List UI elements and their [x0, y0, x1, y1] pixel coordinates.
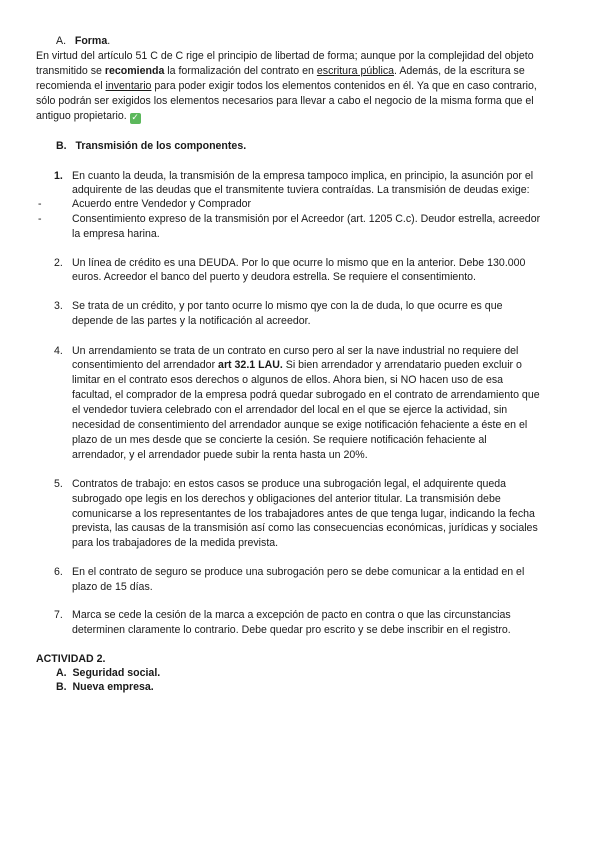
item-3-line-1: Se trata de un crédito, y por tanto ocurre lo mismo qye con la de duda, lo que ocurre es que	[72, 300, 503, 312]
actividad-2-item-b	[56, 681, 154, 694]
section-a-line-4: sólo podrán ser exigidos los elementos necesarios para llevar a cabo el negocio de la misma forma que el	[36, 95, 534, 107]
text-run: . Además, de la escritura se	[394, 65, 525, 77]
item-1-line-2: adquirente de las deudas que el transmitente tuviera contraídas. La transmisión de deudas exige:	[72, 184, 530, 196]
actividad-2-heading	[36, 653, 105, 666]
text-run: antiguo propietario.	[36, 110, 127, 122]
actividad-2-title: ACTIVIDAD 2.	[36, 653, 106, 665]
section-a-marker: A.	[56, 35, 67, 47]
bold-art-32-1-lau: art 32.1 LAU.	[218, 359, 283, 371]
section-a-line-2	[36, 65, 525, 78]
item-1-bullet-2-line-1: Consentimiento expreso de la transmisión por el Acreedor (art. 1205 C.c). Deudor estrella, acreedor	[72, 213, 541, 225]
item-5-line-5: para los trabajadores de la medida prevista.	[72, 537, 279, 549]
item-2-number: 2.	[54, 257, 63, 269]
item-4-line-6: necesidad de consentimiento del arrendador aunque se exige notificación fehaciente a éste en el	[72, 419, 528, 431]
section-a-heading	[56, 35, 110, 48]
actividad-2-item-a	[56, 667, 160, 680]
underlined-inventario: inventario	[105, 80, 152, 92]
section-b-heading	[56, 140, 246, 153]
text-run: transmitido se	[36, 65, 105, 77]
section-a-title: Forma	[74, 35, 108, 47]
item-7-line-2: determinen claramente lo contrario. Debe quedar pro escrito y se debe inscribir en el registro.	[72, 624, 511, 636]
item-1-bullet-2-line-2: la empresa harina.	[72, 228, 160, 240]
item-1-dash-1: -	[38, 198, 42, 210]
item-1-number	[54, 170, 63, 183]
actividad-2-b-label: Nueva empresa.	[72, 681, 154, 693]
item-1-line-1: En cuanto la deuda, la transmisión de la empresa tampoco implica, en principio, la asunción por el	[72, 170, 534, 182]
section-a-line-1: En virtud del artículo 51 C de C rige el principio de libertad de forma; aunque por la complejidad del objeto	[36, 50, 534, 62]
item-6-number: 6.	[54, 566, 63, 578]
item-4-line-7: plazo de un mes desde que se concierte la cesión. Se requiere notificación fehaciente al	[72, 434, 487, 446]
item-2-line-1: Un línea de crédito es una DEUDA. Por lo que ocurre lo mismo que en la anterior. Debe 130.000	[72, 257, 526, 269]
actividad-2-a-label: Seguridad social.	[72, 667, 161, 679]
item-5-line-3: comunicarse a los representantes de los trabajadores antes de que tenga lugar, indicando la fecha	[72, 508, 535, 520]
item-1-bullet-1: Acuerdo entre Vendedor y Comprador	[72, 198, 252, 210]
item-7-line-1: Marca se cede la cesión de la marca a excepción de pacto en contra o que las circunstancias	[72, 609, 511, 621]
item-4-line-5: el vendedor tuviera celebrado con el arrendador del local en el que se ejerce la actividad, sin	[72, 404, 508, 416]
bold-recomienda: recomienda	[104, 65, 165, 77]
item-4-line-4: facultad, el comprador de la empresa podrá quedar subrogado en el contrato de arrendamiento que	[72, 389, 540, 401]
item-1-dash-2: -	[38, 213, 42, 225]
text-run: la formalización del contrato en	[164, 65, 317, 77]
item-4-line-2	[72, 359, 522, 372]
item-6-line-1: En el contrato de seguro se produce una subrogación pero se debe comunicar a la entidad en el	[72, 566, 525, 578]
section-a-line-5	[36, 110, 141, 124]
actividad-2-a-marker: A.	[56, 667, 67, 679]
item-4-line-1: Un arrendamiento se trata de un contrato en curso pero al ser la nave industrial no requiere del	[72, 345, 519, 357]
item-7-number: 7.	[54, 609, 63, 621]
item-3-number: 3.	[54, 300, 63, 312]
item-5-line-4: prevista, las causas de la transmisión así como las consecuencias económicas, jurídicas y sociales	[72, 522, 538, 534]
text-run: consentimiento del arrendador	[72, 359, 219, 371]
check-mark-icon: ✓	[131, 113, 139, 123]
item-5-line-1: Contratos de trabajo: en estos casos se produce una subrogación legal, el adquirente queda	[72, 478, 507, 490]
section-b-title: Transmisión de los componentes.	[75, 140, 247, 152]
section-b-marker: B.	[56, 140, 67, 152]
item-4-line-3: limitar en el contrato esos derechos o algunos de ellos. Ahora bien, si NO hacen uso de esa	[72, 374, 504, 386]
section-a-title-suffix: .	[107, 35, 111, 47]
underlined-escritura-publica: escritura pública	[316, 65, 395, 77]
text-run: Si bien arrendador y arrendatario pueden excluir o	[282, 359, 522, 371]
item-2-line-2: euros. Acreedor el banco del puerto y deudora estrella. Se requiere el consentimiento.	[72, 271, 476, 283]
text-run: para poder exigir todos los elementos contenidos en él. Ya que en caso contrario,	[151, 80, 537, 92]
actividad-2-b-marker: B.	[56, 681, 67, 693]
text-run: recomienda el	[36, 80, 106, 92]
item-6-line-2: plazo de 15 días.	[72, 581, 153, 593]
item-5-line-2: subrogado ope legis en los derechos y obligaciones del anterior titular. La transmisión debe	[72, 493, 501, 505]
item-1-num: 1.	[54, 170, 63, 182]
item-3-line-2: depende de las partes y la notificación al acreedor.	[72, 315, 311, 327]
item-5-number: 5.	[54, 478, 63, 490]
item-4-number: 4.	[54, 345, 63, 357]
item-4-line-8: arrendador, y el arrendador puede subir la renta hasta un 20%.	[72, 449, 368, 461]
section-a-line-3	[36, 80, 537, 93]
